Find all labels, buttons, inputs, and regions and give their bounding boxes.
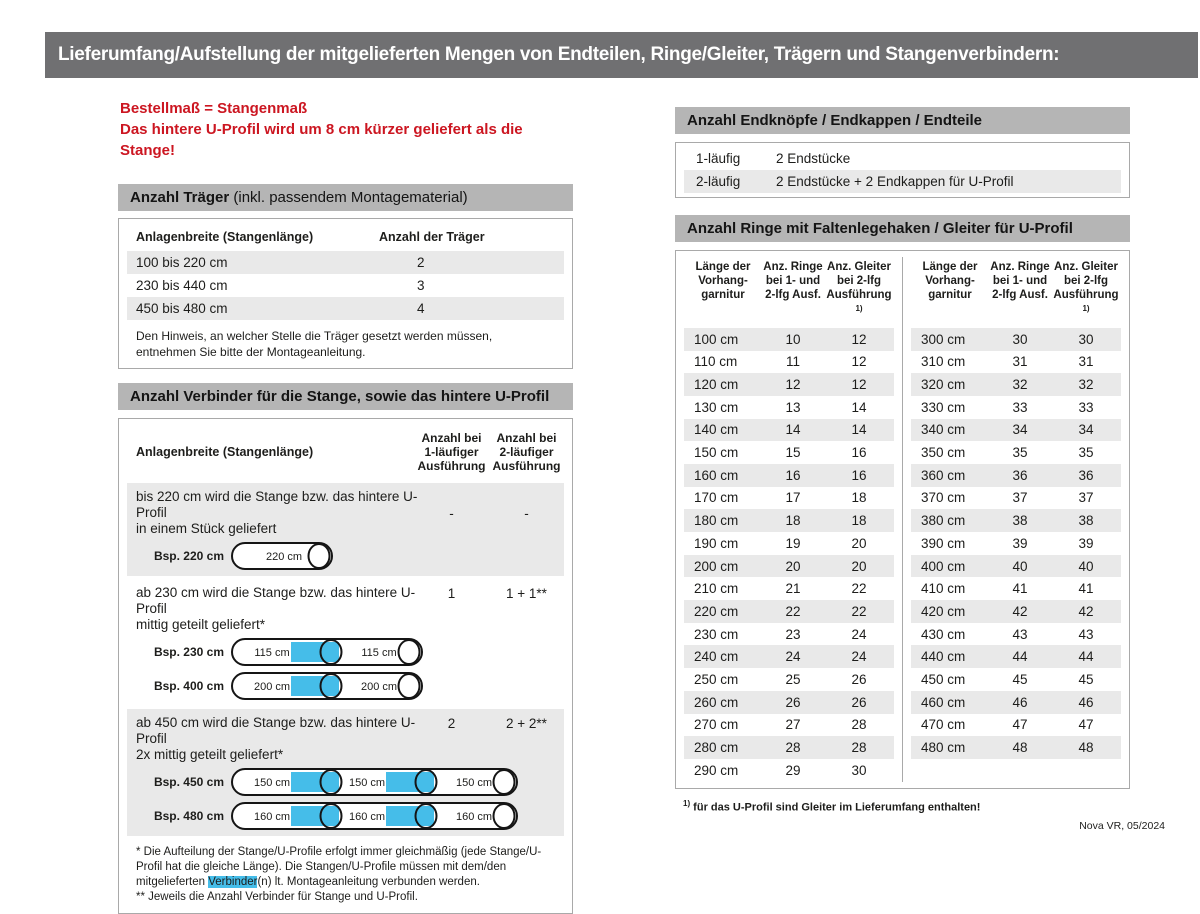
footnote-marker: 1): [855, 304, 863, 313]
svg-text:220 cm: 220 cm: [265, 551, 303, 563]
cell-gliders: 45: [1078, 671, 1094, 687]
cell-anzahl-traeger: 3: [417, 278, 425, 293]
cell-rings: 44: [1012, 649, 1028, 665]
svg-text:150 cm: 150 cm: [455, 777, 493, 789]
rod-diagram: [230, 767, 519, 797]
row-text: bis 220 cm wird die Stange bzw. das hintere U-Profil: [136, 489, 418, 520]
cell-rings: 45: [1012, 671, 1028, 687]
header-line: [824, 288, 894, 320]
header-line: garnitur: [928, 289, 972, 301]
row-text: ab 450 cm wird die Stange bzw. das hintere U-Profil: [136, 715, 416, 746]
table-row: [684, 328, 894, 351]
header-line: Anz. Gleiter: [1054, 261, 1118, 273]
cell-rings: 12: [785, 377, 801, 393]
header-line: Vorhang-: [698, 275, 748, 287]
table-row: [684, 577, 894, 600]
rod-example: [136, 637, 564, 667]
cell-length: 380 cm: [921, 513, 966, 529]
cell-gliders: 43: [1078, 626, 1094, 642]
column-header-gliders: [1051, 260, 1121, 320]
cell-rings: 35: [1012, 445, 1028, 461]
header-line: Länge der: [695, 261, 751, 273]
rod-example: [136, 541, 564, 571]
cell-gliders: 20: [851, 558, 867, 574]
cell-rings: 46: [1012, 694, 1028, 710]
cell-length: 110 cm: [694, 354, 738, 370]
table-row: [911, 419, 1121, 442]
footnote-double-star: ** Jeweils die Anzahl Verbinder für Stange und U-Profil.: [136, 891, 418, 903]
header-line: Anzahl bei: [496, 431, 557, 445]
cell-gliders: 48: [1078, 740, 1094, 756]
table-row: [684, 147, 1121, 170]
cell-rings: 32: [1012, 377, 1028, 393]
table-row: [911, 623, 1121, 646]
cell-length: 330 cm: [921, 399, 966, 415]
cell-rings: 24: [785, 649, 801, 665]
table-row: [911, 668, 1121, 691]
cell-rings: 17: [785, 490, 801, 506]
cell-gliders: 37: [1078, 490, 1094, 506]
cell-rings: 29: [785, 762, 801, 778]
rod-graphic: [230, 541, 334, 571]
rod-graphic: [230, 767, 519, 797]
column-header-1-laeufig: [414, 431, 489, 473]
page-title-bar: [45, 32, 1198, 78]
svg-text:115 cm: 115 cm: [254, 647, 290, 659]
column-header-2-laeufig: [489, 431, 564, 473]
cell-rings: 48: [1012, 740, 1028, 756]
order-size-note: [120, 98, 573, 161]
header-line: Ausführung: [417, 459, 486, 473]
ringe-table-header: [911, 257, 1121, 328]
rod-graphic: [230, 637, 424, 667]
cell-rings: 10: [785, 331, 801, 347]
cell-length: 320 cm: [921, 377, 966, 393]
row-text: in einem Stück geliefert: [136, 521, 277, 536]
table-row: [911, 487, 1121, 510]
heading-bold: Anzahl Träger: [130, 189, 230, 206]
header-line: Anz. Gleiter: [827, 261, 891, 273]
note-line-1: Bestellmaß = Stangenmaß: [120, 100, 308, 117]
cell-rings: 42: [1012, 603, 1028, 619]
footnote-text: für das U-Profil sind Gleiter im Lieferumfang enthalten!: [690, 801, 981, 814]
rod-example-label: Bsp. 220 cm: [153, 549, 224, 563]
cell-variant: 2-läufig: [696, 174, 741, 189]
cell-length: 100 cm: [694, 331, 739, 347]
value-2-laeufig: 2 + 2**: [506, 716, 547, 731]
page-title: Lieferumfang/Aufstellung der mitgelieferten Mengen von Endteilen, Ringe/Gleiter, Trägern und Stangenverbindern:: [58, 44, 1060, 65]
cell-rings: 23: [785, 626, 801, 642]
cell-length: 200 cm: [694, 558, 739, 574]
table-row: [684, 373, 894, 396]
value-2-laeufig: 1 + 1**: [506, 586, 547, 601]
cell-gliders: 36: [1078, 467, 1094, 483]
table-row: [684, 714, 894, 737]
value-1-laeufig: 2: [447, 716, 456, 731]
cell-rings: 39: [1012, 535, 1028, 551]
rod-example: [136, 801, 564, 831]
value-1-laeufig: -: [449, 506, 454, 521]
row-text: ab 230 cm wird die Stange bzw. das hintere U-Profil: [136, 585, 416, 616]
column-header-rings: [762, 260, 824, 320]
footnote-star: [127, 845, 564, 890]
cell-rings: 25: [785, 671, 801, 687]
cell-gliders: 44: [1078, 649, 1094, 665]
cell-gliders: 18: [851, 513, 867, 529]
column-header-anzahl-traeger: Anzahl der Träger: [379, 230, 485, 244]
cell-length: 230 cm: [694, 626, 739, 642]
rod-diagram: [230, 671, 424, 701]
cell-rings: 31: [1012, 354, 1028, 370]
cell-length: 290 cm: [694, 762, 739, 778]
column-header-length: [684, 260, 762, 320]
table-row: [684, 396, 894, 419]
cell-length: 240 cm: [694, 649, 739, 665]
document-version: Nova VR, 05/2024: [1079, 820, 1165, 832]
header-line: bei 2-lfg: [1063, 275, 1109, 287]
table-row: [684, 691, 894, 714]
cell-anzahl-traeger: 2: [417, 255, 425, 270]
column-header-gliders: [824, 260, 894, 320]
ringe-left-body: [684, 328, 894, 782]
cell-gliders: 34: [1078, 422, 1094, 438]
cell-length: 140 cm: [694, 422, 739, 438]
table-row: [684, 668, 894, 691]
cell-rings: 36: [1012, 467, 1028, 483]
header-line: garnitur: [701, 289, 745, 301]
cell-length: 350 cm: [921, 445, 966, 461]
heading-bold: Anzahl Verbinder für die Stange, sowie das hintere U-Profil: [130, 388, 550, 405]
cell-rings: 38: [1012, 513, 1028, 529]
rod-example: [136, 671, 564, 701]
cell-parts: 2 Endstücke + 2 Endkappen für U-Profil: [776, 174, 1014, 189]
table-row: [684, 487, 894, 510]
table-row: [684, 170, 1121, 193]
cell-rings: 16: [785, 467, 801, 483]
table-row: [684, 509, 894, 532]
ringe-table-header: [684, 257, 894, 328]
header-line: Anz. Ringe: [990, 261, 1050, 273]
cell-gliders: 12: [851, 331, 867, 347]
cell-length: 440 cm: [921, 649, 966, 665]
cell-gliders: 28: [851, 717, 867, 733]
header-line: 2-lfg Ausf.: [992, 289, 1048, 301]
row-text: 2x mittig geteilt geliefert*: [136, 747, 284, 762]
cell-rings: 21: [785, 581, 801, 597]
section-heading-traeger: [118, 184, 573, 211]
cell-gliders: 30: [1078, 331, 1094, 347]
cell-gliders: 26: [851, 671, 867, 687]
cell-rings: 43: [1012, 626, 1028, 642]
footnote-text: * Die Aufteilung der Stange/U-Profile erfolgt immer gleichmäßig (jede Stange/U-Profil hat die gleiche Länge). Die Stangen/U-Profile müssen mit dem/den mitgelieferten: [136, 846, 542, 888]
cell-rings: 34: [1012, 422, 1028, 438]
ringe-table: [675, 250, 1130, 789]
table-row: [684, 623, 894, 646]
table-row: [911, 373, 1121, 396]
cell-gliders: 47: [1078, 717, 1094, 733]
table-row: [684, 464, 894, 487]
header-line: bei 2-lfg: [836, 275, 882, 287]
cell-length: 130 cm: [694, 399, 739, 415]
header-line: Anz. Ringe: [763, 261, 823, 273]
traeger-table: [118, 218, 573, 369]
cell-gliders: 22: [851, 603, 867, 619]
cell-rings: 30: [1012, 331, 1028, 347]
cell-length: 420 cm: [921, 603, 966, 619]
cell-length: 220 cm: [694, 603, 739, 619]
table-row: [911, 328, 1121, 351]
cell-rings: 27: [785, 717, 801, 733]
cell-anlagenbreite: 230 bis 440 cm: [136, 278, 228, 293]
svg-text:200 cm: 200 cm: [253, 681, 291, 693]
cell-rings: 28: [785, 740, 801, 756]
cell-length: 360 cm: [921, 467, 966, 483]
rod-diagram: [230, 801, 519, 831]
cell-gliders: 14: [851, 422, 867, 438]
table-row: [127, 251, 564, 274]
svg-text:150 cm: 150 cm: [253, 777, 291, 789]
footnote-marker: 1): [1082, 304, 1090, 313]
cell-gliders: 12: [851, 377, 867, 393]
cell-rings: 20: [785, 558, 801, 574]
column-header-anlagenbreite: Anlagenbreite (Stangenlänge): [136, 445, 314, 459]
table-row: [684, 736, 894, 759]
header-line: bei 1- und: [992, 275, 1048, 287]
cell-rings: 13: [785, 399, 801, 415]
header-line: bei 1- und: [765, 275, 821, 287]
cell-gliders: 26: [851, 694, 867, 710]
table-row: [684, 419, 894, 442]
heading-bold: Anzahl Ringe mit Faltenlegehaken / Gleiter für U-Profil: [687, 220, 1073, 237]
header-line: Anzahl bei: [421, 431, 482, 445]
cell-rings: 47: [1012, 717, 1028, 733]
table-row: [911, 736, 1121, 759]
value-1-laeufig: 1: [447, 586, 456, 601]
cell-gliders: 33: [1078, 399, 1094, 415]
cell-anlagenbreite: 450 bis 480 cm: [136, 301, 228, 316]
cell-gliders: 24: [851, 649, 867, 665]
verbinder-table-body: [127, 483, 564, 836]
header-line: Länge der: [922, 261, 978, 273]
cell-length: 450 cm: [921, 671, 966, 687]
cell-gliders: 35: [1078, 445, 1094, 461]
footnote-marker: 1): [683, 798, 691, 808]
cell-length: 410 cm: [921, 581, 966, 597]
cell-gliders: 30: [851, 762, 867, 778]
cell-gliders: 24: [851, 626, 867, 642]
table-row: [684, 555, 894, 578]
cell-length: 170 cm: [694, 490, 739, 506]
table-row: [684, 532, 894, 555]
cell-gliders: 40: [1078, 558, 1094, 574]
cell-gliders: 18: [851, 490, 867, 506]
table-row: [684, 645, 894, 668]
heading-bold: Anzahl Endknöpfe / Endkappen / Endteile: [687, 112, 983, 129]
cell-rings: 18: [785, 513, 801, 529]
cell-length: 340 cm: [921, 422, 966, 438]
verbinder-highlight: Verbinder: [208, 876, 258, 888]
cell-rings: 40: [1012, 558, 1028, 574]
cell-anzahl-traeger: 4: [417, 301, 425, 316]
header-line: 1-läufiger: [424, 445, 479, 459]
cell-length: 180 cm: [694, 513, 739, 529]
cell-length: 310 cm: [921, 354, 966, 370]
verbinder-row: [127, 579, 564, 706]
cell-length: 190 cm: [694, 535, 739, 551]
value-2-laeufig: -: [524, 506, 529, 521]
table-row: [127, 274, 564, 297]
traeger-table-header: [127, 225, 564, 251]
header-line: Vorhang-: [925, 275, 975, 287]
cell-length: 160 cm: [694, 467, 739, 483]
cell-length: 370 cm: [921, 490, 966, 506]
table-row: [684, 600, 894, 623]
table-row: [911, 509, 1121, 532]
table-row: [911, 577, 1121, 600]
traeger-table-body: [127, 251, 564, 320]
endteile-table: [675, 142, 1130, 198]
row-text: mittig geteilt geliefert*: [136, 617, 266, 632]
cell-gliders: 22: [851, 581, 867, 597]
cell-gliders: 38: [1078, 513, 1094, 529]
table-row: [911, 600, 1121, 623]
svg-text:160 cm: 160 cm: [253, 811, 291, 823]
cell-rings: 33: [1012, 399, 1028, 415]
rod-example: [136, 767, 564, 797]
cell-gliders: 14: [851, 399, 867, 415]
verbinder-table-header: [127, 427, 564, 483]
cell-length: 460 cm: [921, 694, 966, 710]
cell-gliders: 32: [1078, 377, 1094, 393]
ringe-right-body: [911, 328, 1121, 759]
table-row: [911, 441, 1121, 464]
cell-anlagenbreite: 100 bis 220 cm: [136, 255, 228, 270]
cell-length: 260 cm: [694, 694, 739, 710]
cell-length: 150 cm: [694, 445, 739, 461]
cell-length: 430 cm: [921, 626, 966, 642]
cell-parts: 2 Endstücke: [776, 151, 851, 166]
header-line: [1051, 288, 1121, 320]
column-header-length: [911, 260, 989, 320]
cell-length: 470 cm: [921, 717, 966, 733]
table-row: [911, 351, 1121, 374]
heading-rest: (inkl. passendem Montagematerial): [229, 189, 468, 206]
rod-example-label: Bsp. 480 cm: [153, 809, 224, 823]
cell-length: 270 cm: [694, 717, 739, 733]
cell-variant: 1-läufig: [696, 151, 741, 166]
cell-rings: 41: [1012, 581, 1028, 597]
table-row: [911, 532, 1121, 555]
header-text: Ausführung: [826, 289, 892, 301]
table-row: [911, 396, 1121, 419]
cell-rings: 26: [785, 694, 801, 710]
cell-rings: 22: [785, 603, 801, 619]
footnote-gleiter: [675, 799, 1130, 814]
header-text: Ausführung: [1053, 289, 1119, 301]
cell-length: 300 cm: [921, 331, 966, 347]
section-heading-ringe: [675, 215, 1130, 242]
cell-length: 210 cm: [694, 581, 739, 597]
table-row: [684, 759, 894, 782]
rod-example-label: Bsp. 400 cm: [153, 679, 224, 693]
rod-graphic: [230, 801, 519, 831]
rod-example-label: Bsp. 450 cm: [153, 775, 224, 789]
left-column: [118, 98, 573, 914]
section-heading-endteile: [675, 107, 1130, 134]
cell-length: 280 cm: [694, 740, 739, 756]
cell-gliders: 12: [851, 354, 867, 370]
table-row: [911, 645, 1121, 668]
verbinder-table: [118, 418, 573, 914]
ringe-table-right-half: [902, 257, 1129, 782]
svg-text:160 cm: 160 cm: [348, 811, 386, 823]
cell-gliders: 16: [851, 445, 867, 461]
table-row: [127, 297, 564, 320]
note-line-2: Das hintere U-Profil wird um 8 cm kürzer geliefert als die Stange!: [120, 121, 523, 159]
table-row: [684, 351, 894, 374]
table-row: [684, 441, 894, 464]
cell-gliders: 20: [851, 535, 867, 551]
rod-diagram: [230, 541, 334, 571]
verbinder-row: [127, 709, 564, 836]
cell-rings: 19: [785, 535, 801, 551]
cell-length: 120 cm: [694, 377, 739, 393]
cell-length: 250 cm: [694, 671, 739, 687]
cell-gliders: 39: [1078, 535, 1094, 551]
cell-length: 400 cm: [921, 558, 966, 574]
ringe-table-left-half: [676, 257, 902, 782]
table-row: [911, 555, 1121, 578]
column-header-anlagenbreite: Anlagenbreite (Stangenlänge): [136, 230, 314, 244]
svg-text:150 cm: 150 cm: [348, 777, 386, 789]
header-line: 2-läufiger: [499, 445, 554, 459]
cell-length: 390 cm: [921, 535, 966, 551]
svg-text:115 cm: 115 cm: [361, 647, 397, 659]
cell-gliders: 16: [851, 467, 867, 483]
svg-text:200 cm: 200 cm: [360, 681, 398, 693]
column-header-rings: [989, 260, 1051, 320]
cell-gliders: 42: [1078, 603, 1094, 619]
cell-rings: 37: [1012, 490, 1028, 506]
cell-rings: 15: [785, 445, 801, 461]
svg-text:160 cm: 160 cm: [455, 811, 493, 823]
cell-gliders: 28: [851, 740, 867, 756]
rod-graphic: [230, 671, 424, 701]
rod-diagram: [230, 637, 424, 667]
right-column: [675, 107, 1130, 813]
footnote-text: (n) lt. Montageanleitung verbunden werden.: [257, 876, 480, 888]
cell-gliders: 46: [1078, 694, 1094, 710]
cell-length: 480 cm: [921, 740, 966, 756]
header-line: Ausführung: [492, 459, 561, 473]
cell-gliders: 41: [1078, 581, 1094, 597]
section-heading-verbinder: [118, 383, 573, 410]
verbinder-row: [127, 483, 564, 576]
cell-gliders: 31: [1078, 354, 1094, 370]
traeger-note: Den Hinweis, an welcher Stelle die Träger gesetzt werden müssen, entnehmen Sie bitte der Montageanleitung.: [136, 329, 493, 359]
rod-example-label: Bsp. 230 cm: [153, 645, 224, 659]
table-row: [911, 714, 1121, 737]
header-line: 2-lfg Ausf.: [765, 289, 821, 301]
cell-rings: 11: [785, 354, 800, 370]
table-row: [911, 691, 1121, 714]
table-row: [911, 464, 1121, 487]
cell-rings: 14: [785, 422, 801, 438]
